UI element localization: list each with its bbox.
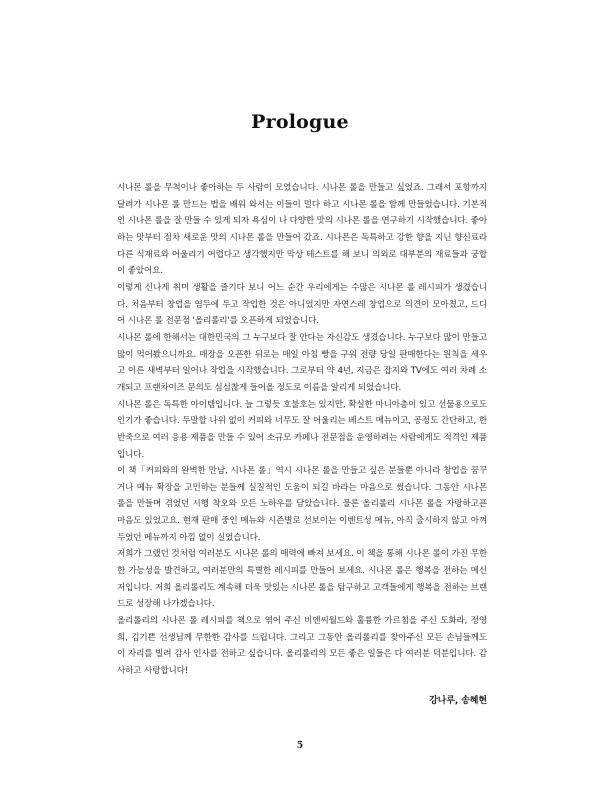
body-text xyxy=(117,180,487,680)
author-signature: 강나루, 송혜현 xyxy=(429,696,487,706)
paragraph-5: 이 책「커피와의 완벽한 만남, 시나몬 롤」역시 시나몬 롤을 만들고 싶은 분들뿐 아니라 창업을 꿈꾸거나 메뉴 확장을 고민하는 분들께 실질적인 도움이 되길 바라는 마음으로 썼습니다. 그동안 시나몬 롤을 만들며 겪었던 시행 착오와 모든 노하우를 담았습니다. 물론 올리롤리 시나몬 롤을 자랑하고픈 마음도 있었고요. 현재 판매 중인 메뉴와 시즌별로 선보이는 이벤트성 메뉴, 아직 출시하지 않고 아껴 두었던 메뉴까지 아낌 없이 실었습니다. xyxy=(117,466,487,543)
paragraph-3: 시나몬 롤에 한해서는 대한민국의 그 누구보다 잘 안다는 자신감도 생겼습니다. 누구보다 많이 만들고 많이 먹어봤으니까요. 매장을 오픈한 뒤로는 매일 아침 빵을 구워 전량 당일 판매한다는 원칙을 세우고 이른 새벽부터 일어나 작업을 시작했습니다. 그로부터 약 4년, 지금은 잡지와 TV에도 여러 차례 소개되고 프랜차이즈 문의도 심심찮게 들어올 정도로 이름을 알리게 되었습니다. xyxy=(117,332,487,393)
page-number: 5 xyxy=(296,741,304,751)
paragraph-2: 이렇게 신나게 취미 생활을 즐기다 보니 어느 순간 우리에게는 수많은 시나몬 롤 레시피가 생겼습니다. 처음부터 창업을 염두에 두고 작업한 것은 아니었지만 자연스레 창업으로 의견이 모아졌고, 드디어 시나몬 롤 전문점 '올리롤리'를 오픈하게 되었습니다. xyxy=(117,282,487,327)
paragraph-7: 올리롤리의 시나몬 롤 레시피를 책으로 엮어 주신 비앤씨월드와 훌륭한 가르침을 주신 도화라, 정영희, 김기쁜 선생님께 무한한 감사를 드립니다. 그리고 그동안 올리롤리를 찾아주신 모든 손님들께도 이 자리를 빌려 감사 인사를 전하고 싶습니다. 올리롤리의 모든 좋은 일들은 다 여러분 덕분입니다. 감사하고 사랑합니다! xyxy=(117,616,487,677)
page-title: Prologue xyxy=(251,111,349,133)
paragraph-6: 저희가 그랬던 것처럼 여러분도 시나몬 롤의 매력에 빠져 보세요. 이 책을 통해 시나몬 롤이 가진 무한한 가능성을 발견하고, 여러분만의 특별한 레시피를 만들어 보세요. 시나몬 롤은 행복을 전하는 메신저입니다. 저희 올리롤리도 계속해 더욱 맛있는 시나몬 롤을 탐구하고 고객들에게 행복을 전하는 브랜드로 성장해 나가겠습니다. xyxy=(117,549,487,610)
paragraph-1: 시나몬 롤을 무척이나 좋아하는 두 사람이 모였습니다. 시나몬 롤을 만들고 싶었죠. 그래서 포항까지 달려가 시나몬 롤 만드는 법을 배워 와서는 이들이 멀다 하고 시나몬 롤을 함께 만들었습니다. 기본적인 시나몬 롤을 잘 만들 수 있게 되자 욕심이 나 다양한 맛의 시나몬 롤을 연구하기 시작했습니다. 좋아하는 맛부터 점차 새로운 맛의 시나몬 롤을 만들어 갔죠. 시나몬은 독특하고 강한 향을 지닌 향신료라 다른 식재료와 어울리기 어렵다고 생각했지만 막상 테스트를 해 보니 의외로 대부분의 재료들과 궁합이 좋았어요. xyxy=(117,183,487,277)
paragraph-4: 시나몬 롤은 독특한 아이템입니다. 늘 그렇듯 호불호는 있지만, 확실한 마니아층이 있고 선물용으로도 인기가 좋습니다. 두말할 나위 없이 커피와 너무도 잘 어울리는 베스트 메뉴이고, 공정도 간단하고, 한 반죽으로 여러 응용 제품을 만들 수 있어 소규모 카페나 전문점을 운영하려는 사람에게도 적격인 제품입니다. xyxy=(117,399,487,460)
